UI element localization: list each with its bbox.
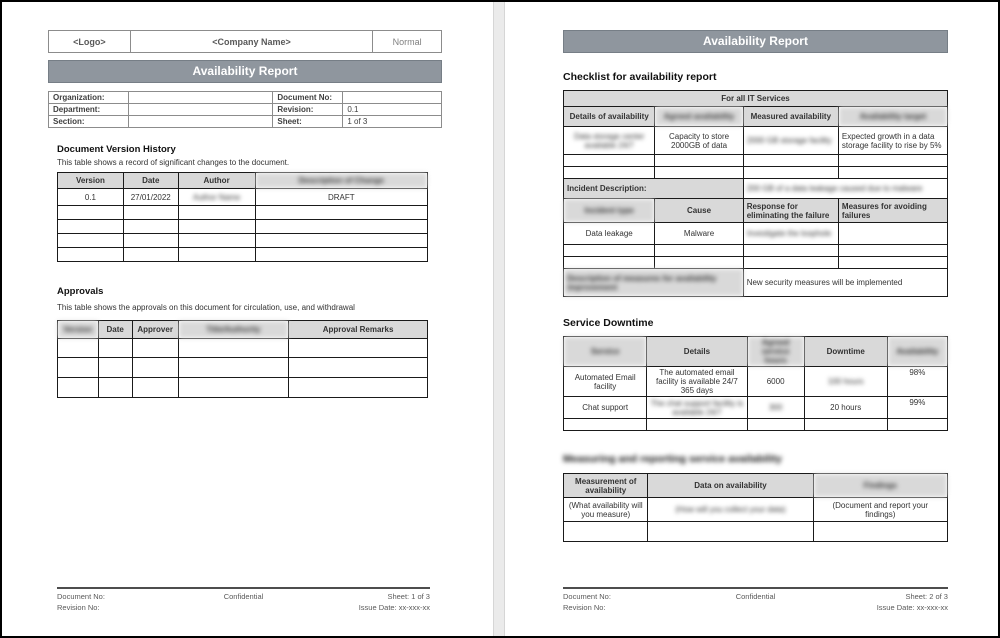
- cell: Capacity to store 2000GB of data: [655, 127, 743, 155]
- table-row: [564, 498, 948, 522]
- approvals-subtitle: This table shows the approvals on this document for circulation, use, and withdrawal: [57, 303, 355, 312]
- checklist-title: Checklist for availability report: [563, 71, 717, 83]
- column-header-redacted: Title/Authority: [178, 321, 289, 339]
- footer-confidential: Confidential: [223, 592, 264, 602]
- column-header: Details of availability: [564, 107, 655, 127]
- doc-type-label: Normal: [373, 31, 442, 53]
- details-cell-redacted: The chat support facility is available 24/7: [647, 397, 747, 419]
- measurement-hint-cell: (What availability will you measure): [564, 498, 648, 522]
- document-info-table: [48, 91, 442, 128]
- table-row: [58, 339, 428, 358]
- footer-issue-date: Issue Date: xx-xxx-xx: [876, 603, 948, 613]
- column-header-redacted: Availability: [887, 337, 947, 367]
- company-name-placeholder: <Company Name>: [130, 31, 372, 53]
- table-row: [58, 248, 428, 262]
- page-footer: [57, 587, 430, 614]
- measuring-title-redacted: Measuring and reporting service availability: [563, 453, 782, 465]
- availability-cell: 99%: [887, 397, 947, 419]
- footer-doc-no: Document No:: [563, 592, 611, 602]
- column-header: Version: [58, 173, 124, 189]
- document-no-value: [343, 92, 442, 104]
- approvals-title: Approvals: [57, 286, 104, 297]
- service-downtime-table: [563, 336, 948, 431]
- page-gutter: [493, 2, 505, 636]
- footer-issue-date: Issue Date: xx-xxx-xx: [358, 603, 430, 613]
- logo-table: [48, 30, 442, 53]
- column-header: Measured availability: [743, 107, 838, 127]
- author-cell-redacted: Author Name: [178, 189, 255, 206]
- column-header-redacted: Agreed availability: [655, 107, 743, 127]
- table-row: [58, 220, 428, 234]
- details-cell: The automated email facility is available 24/7 365 days: [647, 367, 747, 397]
- service-cell: Automated Email facility: [564, 367, 647, 397]
- sheet-value: 1 of 3: [343, 116, 442, 128]
- data-hint-cell-redacted: (How will you collect your data): [648, 498, 813, 522]
- incident-type-cell: Data leakage: [564, 223, 655, 245]
- footer-sheet: Sheet: 1 of 3: [387, 592, 430, 602]
- column-header-redacted: Version: [58, 321, 99, 339]
- version-history-subtitle: This table shows a record of significant changes to the document.: [57, 158, 290, 167]
- revision-value: 0.1: [343, 104, 442, 116]
- column-header: Approver: [132, 321, 178, 339]
- organization-label: Organization:: [49, 92, 129, 104]
- table-row: [564, 245, 948, 257]
- column-header: Measures for avoiding failures: [838, 199, 947, 223]
- column-header: Data on availability: [648, 474, 813, 498]
- footer-rev-no: Revision No:: [57, 603, 100, 613]
- table-row: [58, 358, 428, 378]
- measuring-table: [563, 473, 948, 542]
- table-row: [564, 167, 948, 179]
- table-row: [564, 367, 948, 397]
- footer-rev-no: Revision No:: [563, 603, 606, 613]
- footer-sheet: Sheet: 2 of 3: [905, 592, 948, 602]
- column-header-redacted: Findings: [813, 474, 947, 498]
- column-header-redacted: Availability target: [838, 107, 947, 127]
- version-history-title: Document Version History: [57, 144, 176, 155]
- column-header-redacted: Incident type: [564, 199, 655, 223]
- column-header: Author: [178, 173, 255, 189]
- downtime-cell-redacted: 100 hours: [804, 367, 887, 397]
- department-label: Department:: [49, 104, 129, 116]
- approvals-table: [57, 320, 428, 398]
- department-value: [128, 104, 273, 116]
- column-header-redacted: Service: [564, 337, 647, 367]
- incident-description-label: Incident Description:: [564, 179, 744, 199]
- cell-redacted: 2000 GB storage facility: [743, 127, 838, 155]
- findings-hint-cell: (Document and report your findings): [813, 498, 947, 522]
- incident-description-value-redacted: 200 GB of a data leakage caused due to malware: [743, 179, 947, 199]
- table-row: [564, 419, 948, 431]
- description-cell: DRAFT: [255, 189, 427, 206]
- section-value: [128, 116, 273, 128]
- footer-confidential: Confidential: [735, 592, 776, 602]
- section-label: Section:: [49, 116, 129, 128]
- column-header-redacted: Agreed service hours: [747, 337, 804, 367]
- table-row: [564, 127, 948, 155]
- measures-value: New security measures will be implemented: [743, 269, 947, 297]
- table-row: [58, 234, 428, 248]
- report-title-banner: Availability Report: [563, 30, 948, 53]
- footer-doc-no: Document No:: [57, 592, 105, 602]
- sheet-label: Sheet:: [273, 116, 343, 128]
- column-header: Approval Remarks: [289, 321, 428, 339]
- version-history-table: [57, 172, 428, 262]
- logo-placeholder: <Logo>: [49, 31, 131, 53]
- service-cell: Chat support: [564, 397, 647, 419]
- column-header: Measurement of availability: [564, 474, 648, 498]
- document-no-label: Document No:: [273, 92, 343, 104]
- service-downtime-title: Service Downtime: [563, 317, 654, 329]
- column-header: Details: [647, 337, 747, 367]
- page-2: [505, 2, 998, 636]
- report-title-banner: Availability Report: [48, 60, 442, 83]
- response-cell-redacted: Investigate the loophole: [743, 223, 838, 245]
- table-row: [58, 206, 428, 220]
- date-cell: 27/01/2022: [123, 189, 178, 206]
- measures-label-redacted: Description of measures for availability improvement: [564, 269, 744, 297]
- page-footer: [563, 587, 948, 614]
- column-header: Date: [123, 173, 178, 189]
- cause-cell: Malware: [655, 223, 743, 245]
- cell: Expected growth in a data storage facility to rise by 5%: [838, 127, 947, 155]
- table-row: [58, 378, 428, 398]
- checklist-table: [563, 90, 948, 297]
- page-1: [2, 2, 493, 636]
- table-row: [564, 223, 948, 245]
- column-header: Response for eliminating the failure: [743, 199, 838, 223]
- table-row: [564, 397, 948, 419]
- column-header: Cause: [655, 199, 743, 223]
- organization-value: [128, 92, 273, 104]
- table-row: [564, 522, 948, 542]
- table-row: [564, 257, 948, 269]
- column-header-redacted: Description of Change: [255, 173, 427, 189]
- measures-cell: [838, 223, 947, 245]
- revision-label: Revision:: [273, 104, 343, 116]
- agreed-hours-cell: 6000: [747, 367, 804, 397]
- span-header: For all IT Services: [564, 91, 948, 107]
- downtime-cell: 20 hours: [804, 397, 887, 419]
- column-header: Downtime: [804, 337, 887, 367]
- cell-redacted: Data storage center available 24/7: [564, 127, 655, 155]
- column-header: Date: [98, 321, 132, 339]
- availability-cell: 98%: [887, 367, 947, 397]
- agreed-hours-cell-redacted: 300: [747, 397, 804, 419]
- version-cell: 0.1: [58, 189, 124, 206]
- table-row: [58, 189, 428, 206]
- table-row: [564, 155, 948, 167]
